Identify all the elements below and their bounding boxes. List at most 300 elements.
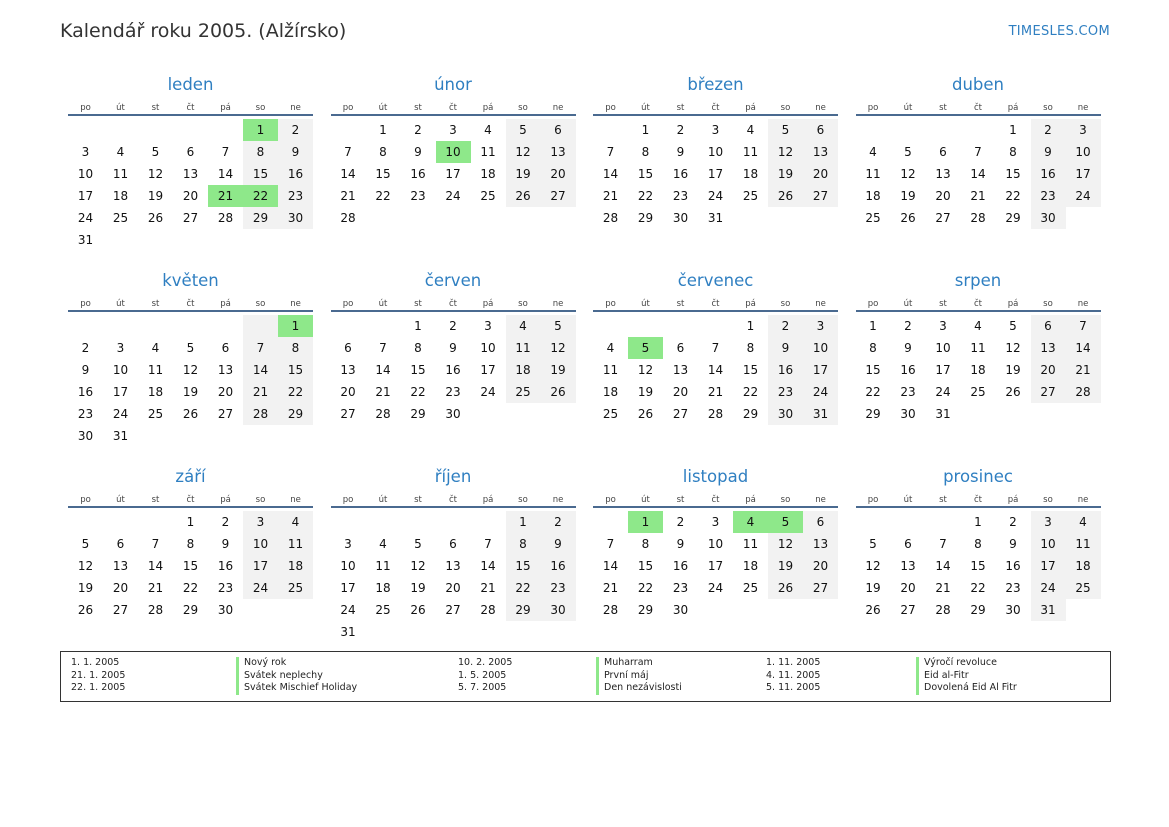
day-cell: 19 [506,163,541,185]
day-cell: 16 [768,359,803,381]
day-cell: 6 [221,341,230,355]
empty-cell [68,315,103,337]
day-cell: 3 [939,319,947,333]
day-cell: 11 [375,559,391,573]
day-cell: 5 [151,145,160,159]
day-cell: 11 [602,363,619,377]
day-cell: 22 [865,385,881,399]
day-cell: 19 [182,385,199,399]
weekday-label: čt [448,299,457,309]
day-cell: 23 [410,189,426,203]
weekday-label: so [780,495,791,505]
holiday-day: 1 [278,315,313,337]
day-cell: 11 [278,533,313,555]
day-cell: 14 [480,559,496,573]
day-cell: 8 [414,341,422,355]
day-cell: 10 [480,341,496,355]
day-cell: 23 [445,385,461,399]
weekday-label: so [255,299,266,309]
month-name: červenec [677,271,754,290]
day-cell: 21 [375,385,391,399]
day-cell: 9 [1009,537,1017,551]
day-cell: 17 [77,189,94,203]
weekday-label: ne [552,103,564,113]
weekday-label: po [342,103,354,113]
day-cell: 2 [449,319,457,333]
day-cell: 5 [869,537,877,551]
day-cell: 27 [935,211,951,225]
day-cell: 4 [484,123,492,137]
day-cell: 16 [77,385,94,399]
day-cell: 7 [221,145,230,159]
holiday-date: 4. 11. 2005 [766,669,821,681]
day-cell: 21 [340,189,356,203]
day-cell: 25 [865,211,881,225]
day-cell: 5 [541,315,576,337]
weekday-label: ne [290,103,301,113]
day-cell: 28 [340,211,356,225]
day-cell: 26 [1005,385,1021,399]
day-cell: 26 [147,211,164,225]
day-cell: 18 [480,167,496,181]
day-cell: 13 [672,363,689,377]
day-cell: 8 [1009,145,1017,159]
day-cell: 4 [506,315,541,337]
weekday-label: út [116,103,125,113]
day-cell: 1 [506,511,541,533]
day-cell: 31 [112,429,129,443]
day-cell: 27 [445,603,461,617]
day-cell: 8 [641,145,650,159]
empty-cell [961,119,996,141]
day-cell: 25 [970,385,986,399]
month-4 [68,268,313,464]
day-cell: 10 [243,533,278,555]
day-cell: 16 [217,559,234,573]
day-cell: 2 [414,123,422,137]
month-0 [68,72,313,268]
day-cell: 23 [900,385,916,399]
day-cell: 13 [217,363,234,377]
weekday-header [593,98,838,116]
holiday-date-column [71,657,236,701]
day-cell: 16 [672,167,689,181]
weekday-label: po [80,103,91,113]
month-8 [68,464,313,660]
day-cell: 9 [414,145,422,159]
month-name: květen [162,271,219,290]
empty-cell [471,511,506,533]
brand-link[interactable]: TIMESLES.COM [1008,24,1110,39]
day-cell: 14 [375,363,391,377]
weekday-label: po [605,103,616,113]
day-cell: 20 [217,385,234,399]
day-cell: 16 [672,559,689,573]
day-cell: 4 [606,341,615,355]
month-name: leden [167,75,214,94]
weekday-label: čt [973,299,982,309]
day-cell: 20 [672,385,689,399]
day-cell: 16 [1005,559,1021,573]
day-cell: 16 [1031,163,1066,185]
day-cell: 15 [243,163,278,185]
weekday-label: pá [220,299,231,309]
weekday-label: st [151,103,160,113]
day-cell: 25 [742,189,759,203]
day-cell: 15 [970,559,986,573]
day-cell: 3 [803,315,838,337]
weekday-header [331,98,576,116]
day-cell: 25 [278,577,313,599]
day-cell: 15 [506,555,541,577]
day-cell: 28 [375,407,391,421]
day-cell: 8 [869,341,877,355]
day-cell: 4 [116,145,125,159]
weekday-header [856,490,1101,508]
month-2 [593,72,838,268]
empty-cell [593,119,628,141]
day-cell: 5 [904,145,912,159]
day-cell: 13 [541,141,576,163]
day-cell: 5 [506,119,541,141]
weekday-label: út [641,103,650,113]
day-cell: 29 [637,603,654,617]
empty-cell [436,511,471,533]
day-cell: 8 [506,533,541,555]
day-cell: 25 [1066,577,1101,599]
month-5 [331,268,576,464]
day-cell: 3 [1031,511,1066,533]
days-grid [593,119,838,229]
empty-cell [593,511,628,533]
weekday-label: út [378,103,388,113]
day-cell: 1 [414,319,422,333]
day-cell: 21 [602,581,619,595]
weekday-label: pá [1007,299,1019,309]
day-cell: 4 [974,319,982,333]
day-cell: 11 [742,145,759,159]
day-cell: 12 [865,559,881,573]
day-cell: 23 [217,581,234,595]
day-cell: 18 [742,559,759,573]
month-name: srpen [954,271,1002,290]
day-cell: 20 [541,163,576,185]
day-cell: 29 [278,403,313,425]
holiday-name: Svátek Mischief Holiday [236,682,458,695]
holiday-date: 10. 2. 2005 [458,657,513,668]
holiday-name-column [236,657,458,701]
empty-cell [208,315,243,337]
day-cell: 21 [243,381,278,403]
day-cell: 6 [904,537,912,551]
day-cell: 2 [768,315,803,337]
holiday-day: 5 [628,337,663,359]
empty-cell [138,119,173,141]
weekday-label: pá [745,299,756,309]
day-cell: 26 [506,185,541,207]
day-cell: 11 [506,337,541,359]
weekday-label: st [151,495,160,505]
weekday-label: út [116,299,125,309]
day-cell: 10 [935,341,951,355]
day-cell: 3 [116,341,125,355]
day-cell: 15 [742,363,759,377]
weekday-label: po [342,495,354,505]
day-cell: 18 [375,581,391,595]
day-cell: 17 [707,559,724,573]
day-cell: 24 [480,385,496,399]
empty-cell [103,511,138,533]
day-cell: 19 [1005,363,1021,377]
day-cell: 9 [221,537,230,551]
day-cell: 27 [340,407,356,421]
day-cell: 19 [541,359,576,381]
day-cell: 14 [602,167,619,181]
day-cell: 22 [1005,189,1021,203]
weekday-header [331,490,576,508]
day-cell: 12 [900,167,916,181]
holiday-date: 5. 11. 2005 [766,682,821,694]
day-cell: 1 [974,515,982,529]
holiday-legend [60,651,1111,702]
day-cell: 1 [746,319,755,333]
days-grid [856,315,1101,425]
day-cell: 12 [768,533,803,555]
weekday-header [593,294,838,312]
day-cell: 4 [869,145,877,159]
empty-cell [698,315,733,337]
month-11 [856,464,1101,660]
weekday-label: so [780,103,791,113]
empty-cell [68,119,103,141]
day-cell: 11 [480,145,496,159]
month-name: září [175,467,206,486]
day-cell: 6 [803,511,838,533]
empty-cell [208,119,243,141]
weekday-label: čt [711,299,720,309]
days-grid [856,511,1101,621]
day-cell: 4 [746,123,755,137]
weekday-label: st [939,495,947,505]
day-cell: 24 [935,385,951,399]
day-cell: 28 [147,603,164,617]
weekday-label: ne [552,299,564,309]
day-cell: 28 [480,603,496,617]
day-cell: 24 [340,603,356,617]
day-cell: 29 [742,407,759,421]
days-grid [856,119,1101,229]
empty-cell [138,315,173,337]
holiday-day: 4 [733,511,768,533]
day-cell: 18 [147,385,164,399]
day-cell: 30 [900,407,916,421]
day-cell: 6 [449,537,457,551]
day-cell: 16 [410,167,426,181]
day-cell: 11 [865,167,881,181]
empty-cell [103,315,138,337]
day-cell: 24 [112,407,129,421]
day-cell: 17 [803,359,838,381]
day-cell: 2 [676,123,685,137]
empty-cell [593,315,628,337]
day-cell: 13 [112,559,129,573]
day-cell: 2 [676,515,685,529]
empty-cell [331,511,366,533]
empty-cell [103,119,138,141]
weekday-label: čt [448,495,457,505]
day-cell: 8 [974,537,982,551]
day-cell: 27 [182,211,199,225]
day-cell: 27 [900,603,916,617]
weekday-label: so [255,103,266,113]
day-cell: 30 [541,599,576,621]
day-cell: 31 [803,403,838,425]
day-cell: 20 [182,189,199,203]
day-cell: 14 [1066,337,1101,359]
day-cell: 28 [970,211,986,225]
day-cell: 3 [449,123,457,137]
day-cell: 8 [379,145,387,159]
day-cell: 2 [1031,119,1066,141]
day-cell: 6 [939,145,947,159]
day-cell: 22 [375,189,391,203]
day-cell: 1 [869,319,877,333]
day-cell: 30 [445,407,461,421]
weekday-label: pá [1007,495,1019,505]
day-cell: 13 [340,363,356,377]
weekday-label: čt [186,103,195,113]
day-cell: 4 [1066,511,1101,533]
day-cell: 13 [935,167,951,181]
weekday-header [593,490,838,508]
day-cell: 24 [803,381,838,403]
day-cell: 20 [803,163,838,185]
weekday-label: pá [482,299,494,309]
day-cell: 10 [77,167,94,181]
day-cell: 9 [541,533,576,555]
day-cell: 22 [970,581,986,595]
day-cell: 20 [1031,359,1066,381]
day-cell: 25 [112,211,129,225]
holiday-name: Svátek neplechy [236,670,458,683]
month-name: prosinec [943,467,1013,486]
day-cell: 15 [865,363,881,377]
day-cell: 1 [641,123,650,137]
day-cell: 18 [506,359,541,381]
weekday-label: ne [1077,299,1089,309]
holiday-date-column [458,657,596,701]
day-cell: 26 [182,407,199,421]
day-cell: 22 [637,581,654,595]
day-cell: 14 [147,559,164,573]
day-cell: 12 [182,363,199,377]
day-cell: 17 [1031,555,1066,577]
day-cell: 17 [340,581,356,595]
empty-cell [366,315,401,337]
day-cell: 26 [900,211,916,225]
day-cell: 17 [445,167,461,181]
day-cell: 15 [182,559,199,573]
empty-cell [891,511,926,533]
day-cell: 28 [243,403,278,425]
weekday-label: so [1043,495,1053,505]
day-cell: 2 [904,319,912,333]
day-cell: 6 [676,341,685,355]
day-cell: 24 [707,581,724,595]
day-cell: 5 [768,119,803,141]
day-cell: 10 [1066,141,1101,163]
day-cell: 16 [541,555,576,577]
holiday-date: 1. 11. 2005 [766,657,821,668]
day-cell: 25 [602,407,619,421]
day-cell: 17 [243,555,278,577]
weekday-label: čt [186,495,195,505]
day-cell: 23 [1005,581,1021,595]
day-cell: 26 [541,381,576,403]
day-cell: 11 [1066,533,1101,555]
day-cell: 20 [803,555,838,577]
day-cell: 24 [445,189,461,203]
day-cell: 6 [1031,315,1066,337]
empty-cell [173,315,208,337]
weekday-label: po [605,299,616,309]
day-cell: 14 [707,363,724,377]
day-cell: 24 [707,189,724,203]
day-cell: 15 [637,167,654,181]
day-cell: 15 [278,359,313,381]
day-cell: 25 [742,581,759,595]
day-cell: 27 [803,577,838,599]
weekday-label: st [414,299,422,309]
day-cell: 23 [541,577,576,599]
empty-cell [926,511,961,533]
day-cell: 22 [278,381,313,403]
day-cell: 17 [112,385,129,399]
holiday-name: Dovolená Eid Al Fitr [916,682,1122,695]
weekday-label: út [641,299,650,309]
empty-cell [331,119,366,141]
weekday-label: čt [973,103,982,113]
day-cell: 5 [186,341,195,355]
day-cell: 9 [278,141,313,163]
day-cell: 9 [676,145,685,159]
day-cell: 13 [900,559,916,573]
day-cell: 16 [445,363,461,377]
day-cell: 7 [379,341,387,355]
day-cell: 22 [410,385,426,399]
empty-cell [891,119,926,141]
day-cell: 17 [480,363,496,377]
day-cell: 30 [768,403,803,425]
day-cell: 12 [541,337,576,359]
day-cell: 13 [803,141,838,163]
day-cell: 7 [606,145,615,159]
day-cell: 25 [375,603,391,617]
empty-cell [401,511,436,533]
day-cell: 27 [541,185,576,207]
day-cell: 30 [1031,207,1066,229]
weekday-label: út [903,299,913,309]
weekday-label: čt [711,103,720,113]
day-cell: 26 [768,577,803,599]
day-cell: 5 [414,537,422,551]
day-cell: 7 [974,145,982,159]
day-cell: 28 [602,211,619,225]
day-cell: 7 [711,341,720,355]
day-cell: 24 [1031,577,1066,599]
month-name: červen [424,271,482,290]
weekday-label: po [342,299,354,309]
